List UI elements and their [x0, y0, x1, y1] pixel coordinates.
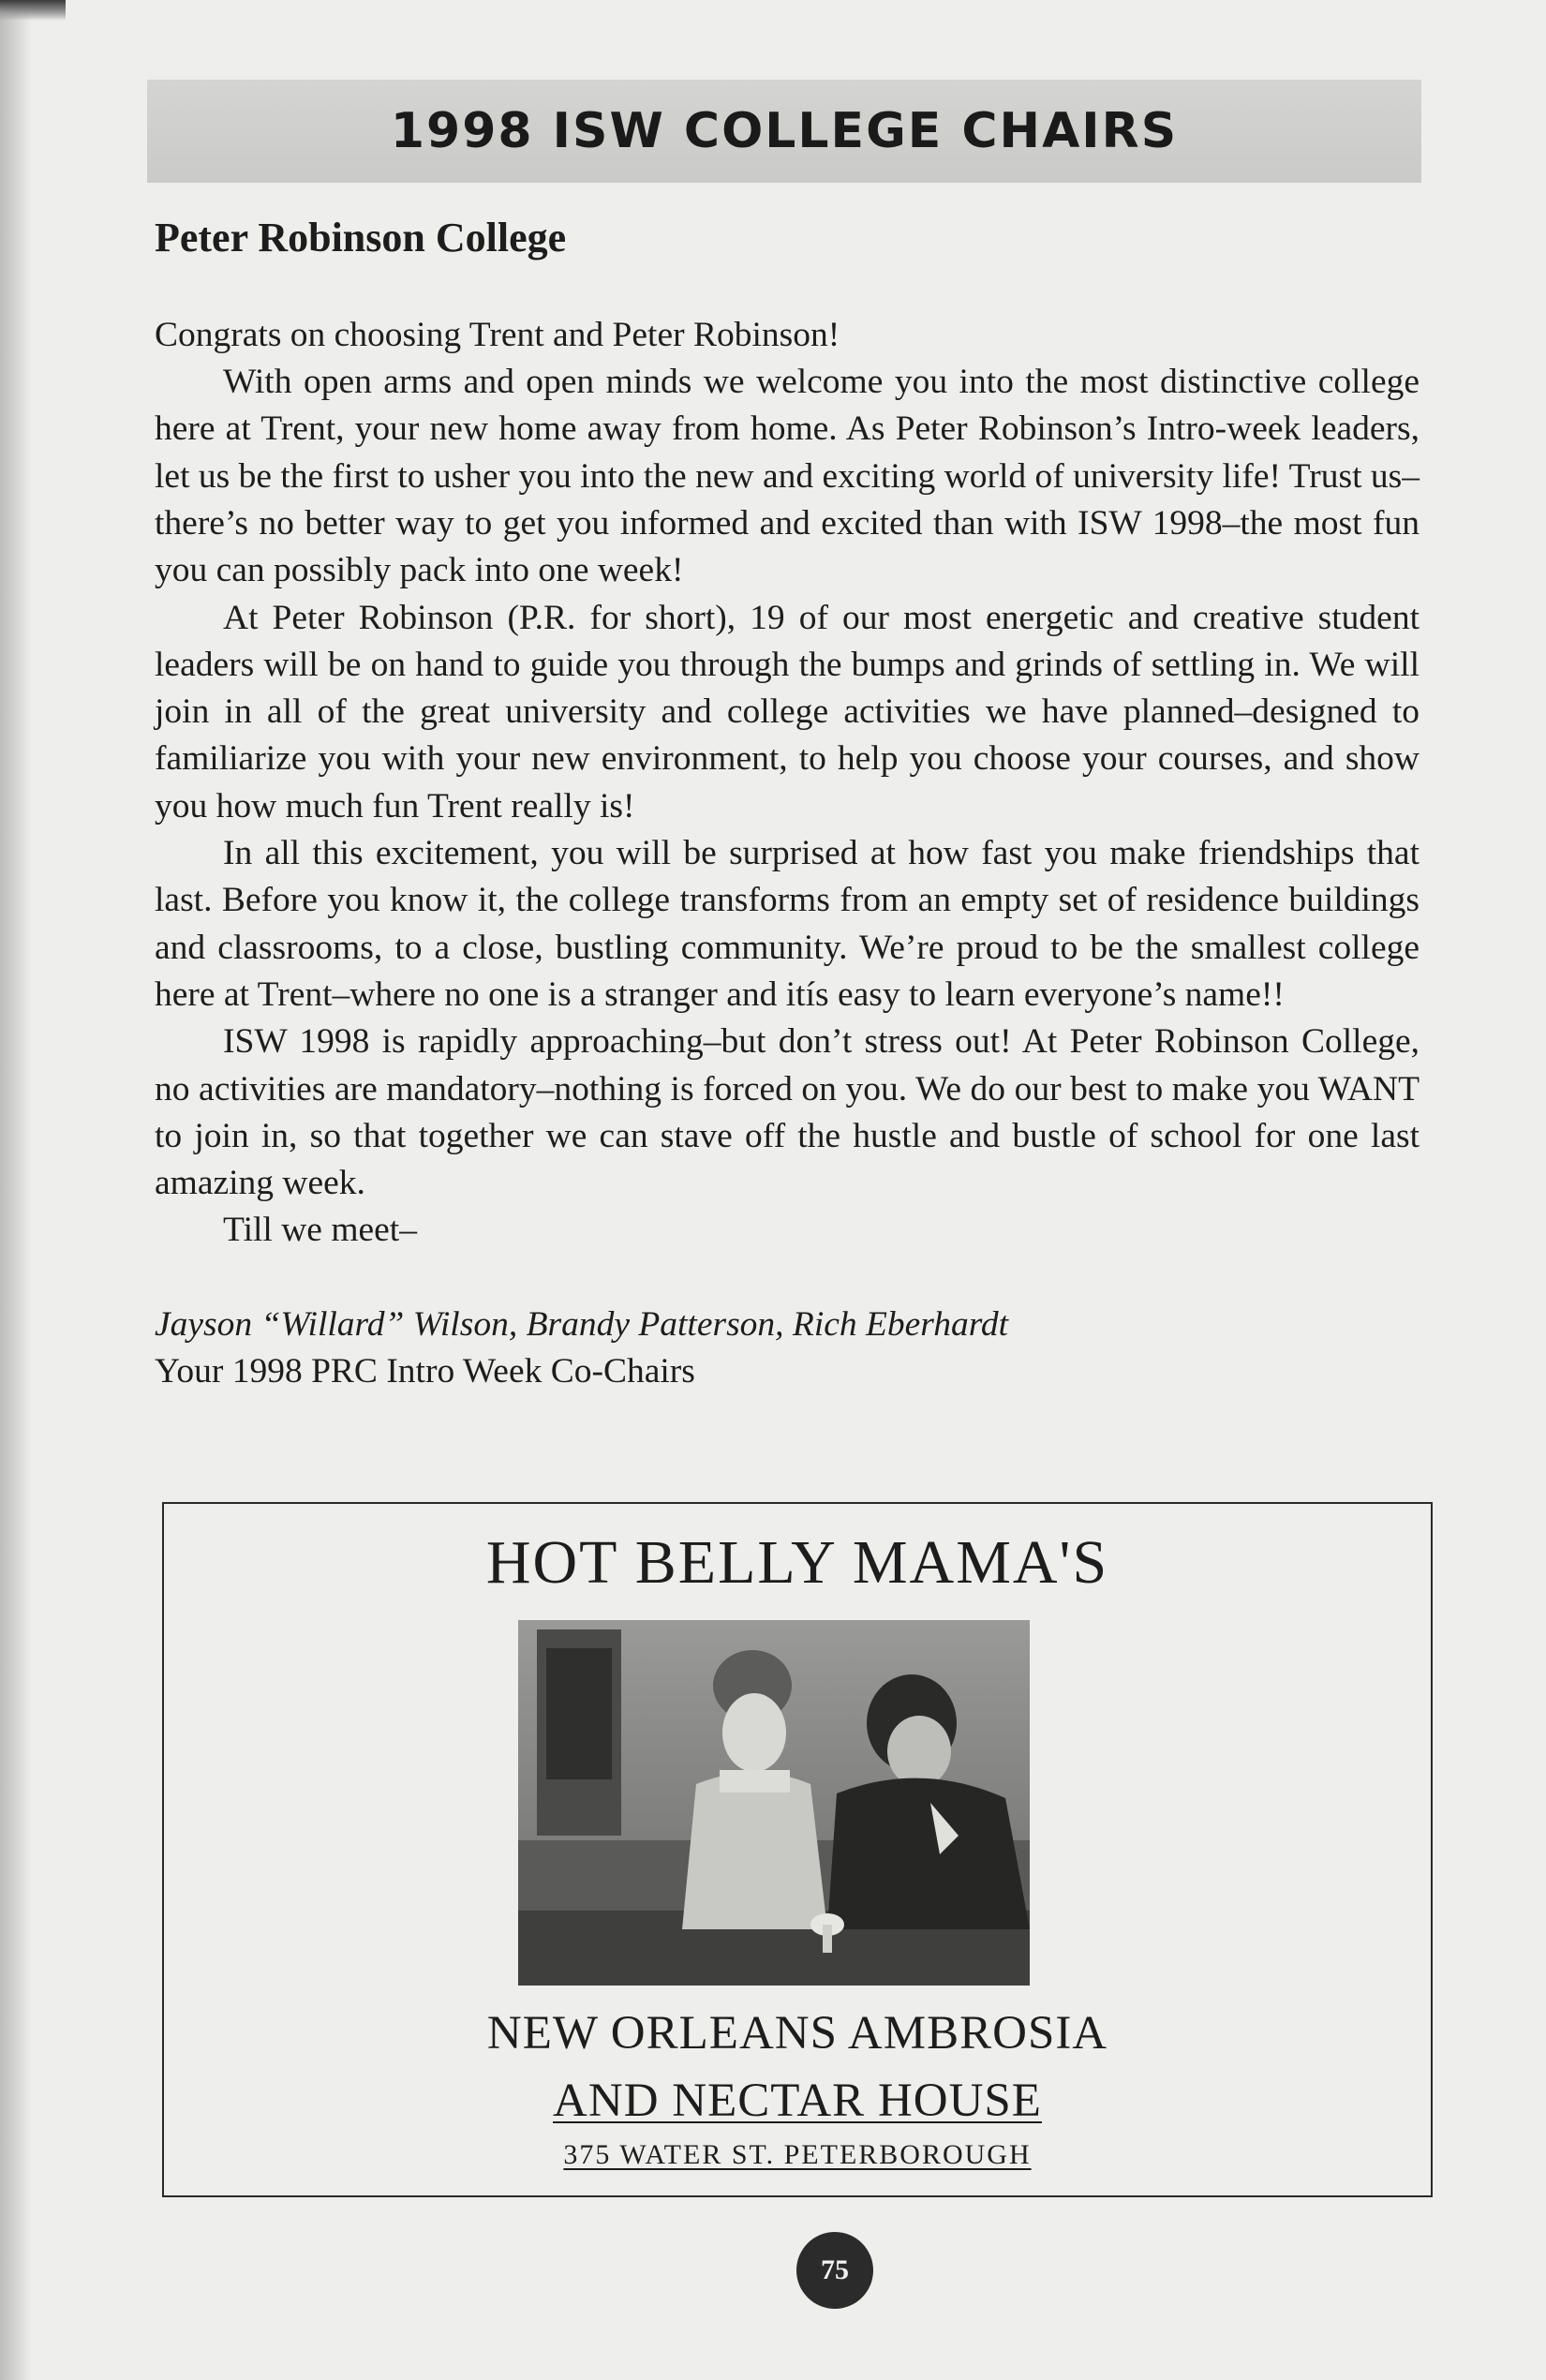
- article: [155, 214, 1420, 1395]
- scan-edge-shadow: [0, 0, 66, 21]
- ad-address-text: 375 WATER ST. PETERBOROUGH: [563, 2139, 1032, 2170]
- title-banner: [147, 80, 1421, 183]
- ad-address: [164, 2141, 1431, 2169]
- ad-tagline-line1: NEW ORLEANS AMBROSIA: [486, 2007, 1108, 2060]
- signature-names: Jayson “Willard” Wilson, Brandy Patterson, Rich Eberhardt: [155, 1304, 1009, 1344]
- college-heading: Peter Robinson College: [155, 215, 567, 260]
- binding-shadow: [0, 0, 32, 2380]
- page-title: 1998 ISW COLLEGE CHAIRS: [390, 103, 1179, 159]
- ad-photo: [518, 1620, 1030, 1986]
- paragraph-1: Congrats on choosing Trent and Peter Robinson!: [155, 315, 840, 354]
- paragraph-3: At Peter Robinson (P.R. for short), 19 of our most energetic and creative student leaders will be on hand to guide you through the bumps and grinds of settling in. We will join in all of the great university and college activities we have planned–designed to familiarize you with your new environment, to help you choose your courses, and show you how much fun Trent really is!: [155, 598, 1420, 826]
- ad-tagline-line2: [164, 2077, 1431, 2125]
- ad-tagline-line2-text: AND NECTAR HOUSE: [553, 2075, 1042, 2127]
- page-number: 75: [796, 2232, 873, 2309]
- article-body: [155, 312, 1420, 1255]
- ad-business-name: HOT BELLY MAMA'S: [485, 1528, 1109, 1597]
- signature-role: Your 1998 PRC Intro Week Co-Chairs: [155, 1352, 695, 1391]
- paragraph-4: In all this excitement, you will be surprised at how fast you make friendships that last. Before you know it, the college transforms from an empty set of residence buildings and classrooms, to a close, bustling community. We’re proud to be the smallest college here at Trent–where no one is a stranger and itís easy to learn everyone’s name!!: [155, 834, 1420, 1014]
- signoff: [155, 1302, 1420, 1396]
- painting-image: [518, 1620, 1030, 1986]
- paragraph-6: Till we meet–: [223, 1211, 417, 1250]
- paragraph-2: With open arms and open minds we welcome you into the most distinctive college here at Trent, your new home away from home. As Peter Robinson’s Intro-week leaders, let us be the first to usher you into the new and exciting world of university life! Trust us–there’s no better way to get you informed and excited than with ISW 1998–the most fun you can possibly pack into one week!: [155, 363, 1420, 590]
- paragraph-5: ISW 1998 is rapidly approaching–but don’t stress out! At Peter Robinson College, no activities are mandatory–nothing is forced on you. We do our best to make you WANT to join in, so that together we can stave off the hustle and bustle of school for one last amazing week.: [155, 1022, 1420, 1203]
- advertisement-box: [162, 1502, 1433, 2197]
